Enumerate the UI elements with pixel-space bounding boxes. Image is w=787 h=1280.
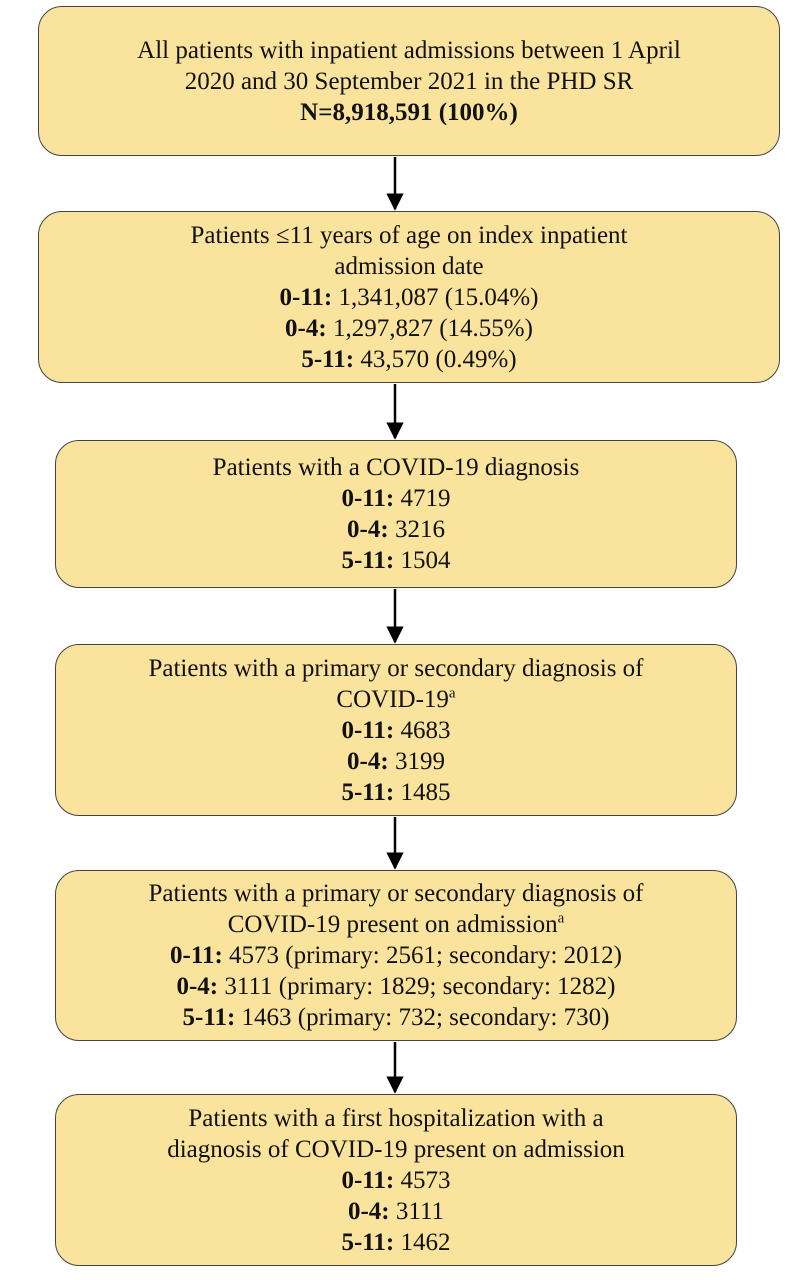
box-text: Patients ≤11 years of age on index inpatient: [190, 221, 628, 249]
age-group-label: 0-11:: [341, 1166, 395, 1194]
age-group-label: 0-4:: [347, 1197, 390, 1225]
box-text: Patients with a first hospitalization with a: [188, 1104, 604, 1132]
footnote-marker: a: [448, 685, 456, 702]
count-value: 4683: [394, 716, 451, 744]
age-group-label: 0-4:: [347, 516, 389, 543]
count-value: 3216: [388, 516, 445, 543]
box-text: Patients with a primary or secondary diagnosis of: [148, 880, 644, 907]
footnote-marker: a: [557, 910, 565, 927]
box-text: diagnosis of COVID-19 present on admission: [167, 1135, 625, 1163]
age-group-label: 5-11:: [341, 547, 395, 574]
age-group-label: 0-4:: [347, 747, 389, 775]
count-value: 1462: [394, 1228, 451, 1256]
age-group-label: 0-11:: [341, 485, 395, 512]
count-value: 1485: [394, 778, 451, 806]
box-text: COVID-19: [336, 685, 449, 713]
box-text: admission date: [334, 252, 484, 280]
box-text: All patients with inpatient admissions between 1 April: [137, 36, 681, 64]
count-value: 1,297,827 (14.55%): [326, 314, 533, 342]
age-group-label: 0-11:: [341, 716, 395, 744]
box-text: COVID-19 present on admission: [227, 911, 558, 938]
count-value: 3111 (primary: 1829; secondary: 1282): [218, 973, 616, 1000]
age-group-label: 0-4:: [176, 973, 219, 1000]
age-group-label: 5-11:: [341, 1228, 395, 1256]
box-text: 2020 and 30 September 2021 in the PHD SR: [184, 67, 634, 95]
count-value: 1504: [394, 547, 451, 574]
age-group-label: 0-11:: [170, 942, 223, 969]
age-group-label: 5-11:: [341, 778, 395, 806]
count-value: 4719: [394, 485, 451, 512]
age-group-label: 5-11:: [182, 1004, 236, 1031]
age-group-label: 5-11:: [301, 345, 355, 373]
count-value: 4573 (primary: 2561; secondary: 2012): [222, 942, 622, 969]
box-text: N=8,918,591 (100%): [300, 98, 518, 126]
count-value: 1,341,087 (15.04%): [332, 283, 539, 311]
count-value: 1463 (primary: 732; secondary: 730): [235, 1004, 610, 1031]
count-value: 3199: [388, 747, 445, 775]
age-group-label: 0-4:: [285, 314, 327, 342]
count-value: 43,570 (0.49%): [354, 345, 517, 373]
box-text: Patients with a primary or secondary diagnosis of: [148, 654, 644, 682]
count-value: 4573: [394, 1166, 451, 1194]
age-group-label: 0-11:: [279, 283, 333, 311]
box-text: Patients with a COVID-19 diagnosis: [212, 454, 580, 481]
count-value: 3111: [389, 1197, 445, 1225]
